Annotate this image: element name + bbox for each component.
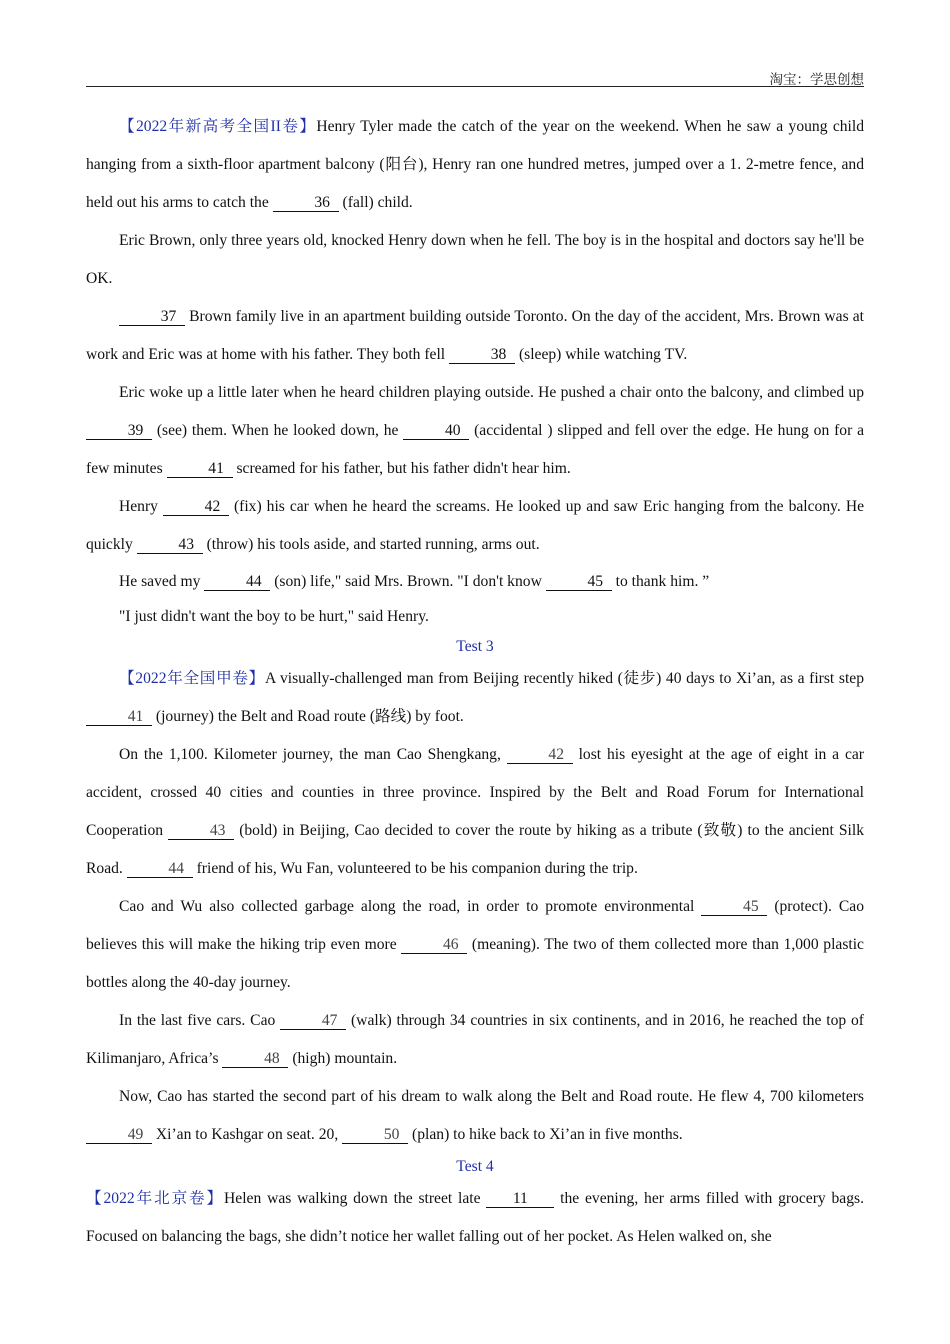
paragraph: 【2022年新高考全国II卷】Henry Tyler made the catch of the year on the weekend. When he saw a young child hanging from a sixth-floor apartment balcony (阳台), Henry ran one hundred metres, jumped over a 1. 2-metre fence, and held out his arms to catch the 36 (fall) child.: [86, 118, 864, 211]
source-tag: 【2022年新高考全国II卷】: [119, 118, 317, 135]
blank-42[interactable]: 42: [163, 498, 229, 516]
blank-41[interactable]: 41: [167, 460, 233, 478]
paragraph: Henry 42 (fix) his car when he heard the screams. He looked up and saw Eric hanging from the balcony. He quickly 43 (throw) his tools aside, and started running, arms out.: [86, 498, 864, 553]
paragraph: In the last five cars. Cao 47 (walk) through 34 countries in six continents, and in 2016, he reached the top of Kilimanjaro, Africa’s 48 (high) mountain.: [86, 1012, 864, 1067]
paragraph: On the 1,100. Kilometer journey, the man Cao Shengkang, 42 lost his eyesight at the age of eight in a car accident, crossed 40 cities and counties in three province. Inspired by the Belt and Road Forum for International Cooperation 43 (bold) in Beijing, Cao decided to cover the route by hiking as a tribute (致敬) to the ancient Silk Road. 44 friend of his, Wu Fan, volunteered to be his companion during the trip.: [86, 746, 864, 877]
paragraph: Now, Cao has started the second part of his dream to walk along the Belt and Road route. He flew 4, 700 kilometers 49 Xi’an to Kashgar on seat. 20, 50 (plan) to hike back to Xi’an in five months.: [86, 1078, 864, 1154]
page-header: [86, 60, 864, 87]
paragraph: 【2022年全国甲卷】A visually-challenged man from Beijing recently hiked (徒步) 40 days to Xi’an, as a first step 41 (journey) the Belt and Road route (路线) by foot.: [86, 660, 864, 736]
blank-47[interactable]: 47: [280, 1012, 346, 1030]
blank-50[interactable]: 50: [342, 1126, 408, 1144]
paragraph: Cao and Wu also collected garbage along the road, in order to promote environmental 45 (protect). Cao believes this will make the hiking trip even more 46 (meaning). The two of them collected more than 1,000 plastic bottles along the 40-day journey.: [86, 898, 865, 991]
paragraph: 【2022年北京卷】Helen was walking down the street late 11 the evening, her arms filled with grocery bags. Focused on balancing the bags, she didn’t notice her wallet falling out of her pocket. As Helen walked on, she: [86, 1190, 864, 1245]
paragraph: Eric Brown, only three years old, knocked Henry down when he fell. The boy is in the hospital and doctors say he'll be OK.: [86, 232, 864, 287]
blank-37[interactable]: 37: [119, 308, 185, 326]
blank-38[interactable]: 38: [449, 346, 515, 364]
blank-11[interactable]: 11: [486, 1190, 554, 1208]
blank-49[interactable]: 49: [86, 1126, 152, 1144]
blank-41[interactable]: 41: [86, 708, 152, 726]
blank-44[interactable]: 44: [204, 573, 270, 591]
blank-43[interactable]: 43: [137, 536, 203, 554]
blank-45[interactable]: 45: [701, 898, 767, 916]
source-tag: 【2022年全国甲卷】: [119, 670, 265, 687]
blank-43[interactable]: 43: [168, 822, 234, 840]
test-4-title: Test 4: [456, 1158, 494, 1175]
document-body: [86, 108, 864, 1256]
blank-48[interactable]: 48: [222, 1050, 288, 1068]
blank-44[interactable]: 44: [127, 860, 193, 878]
test-3-title: Test 3: [456, 638, 494, 655]
blank-42[interactable]: 42: [507, 746, 573, 764]
source-tag: 【2022年北京卷】: [86, 1190, 225, 1207]
blank-39[interactable]: 39: [86, 422, 152, 440]
paragraph: Eric woke up a little later when he heard children playing outside. He pushed a chair onto the balcony, and climbed up 39 (see) them. When he looked down, he 40 (accidental ) slipped and fell over the edge. He hung on for a few minutes 41 screamed for his father, but his father didn't hear him.: [86, 384, 864, 477]
blank-45[interactable]: 45: [546, 573, 612, 591]
blank-40[interactable]: 40: [403, 422, 469, 440]
paragraph: He saved my 44 (son) life," said Mrs. Brown. "I don't know 45 to thank him. ”: [119, 573, 710, 590]
paragraph: 37 Brown family live in an apartment building outside Toronto. On the day of the accident, Mrs. Brown was at work and Eric was at home with his father. They both fell 38 (sleep) while watching TV.: [86, 308, 864, 363]
blank-46[interactable]: 46: [401, 936, 467, 954]
header-text: 淘宝：学思创想: [769, 72, 864, 87]
paragraph: "I just didn't want the boy to be hurt," said Henry.: [119, 608, 429, 625]
blank-36[interactable]: 36: [273, 194, 339, 212]
